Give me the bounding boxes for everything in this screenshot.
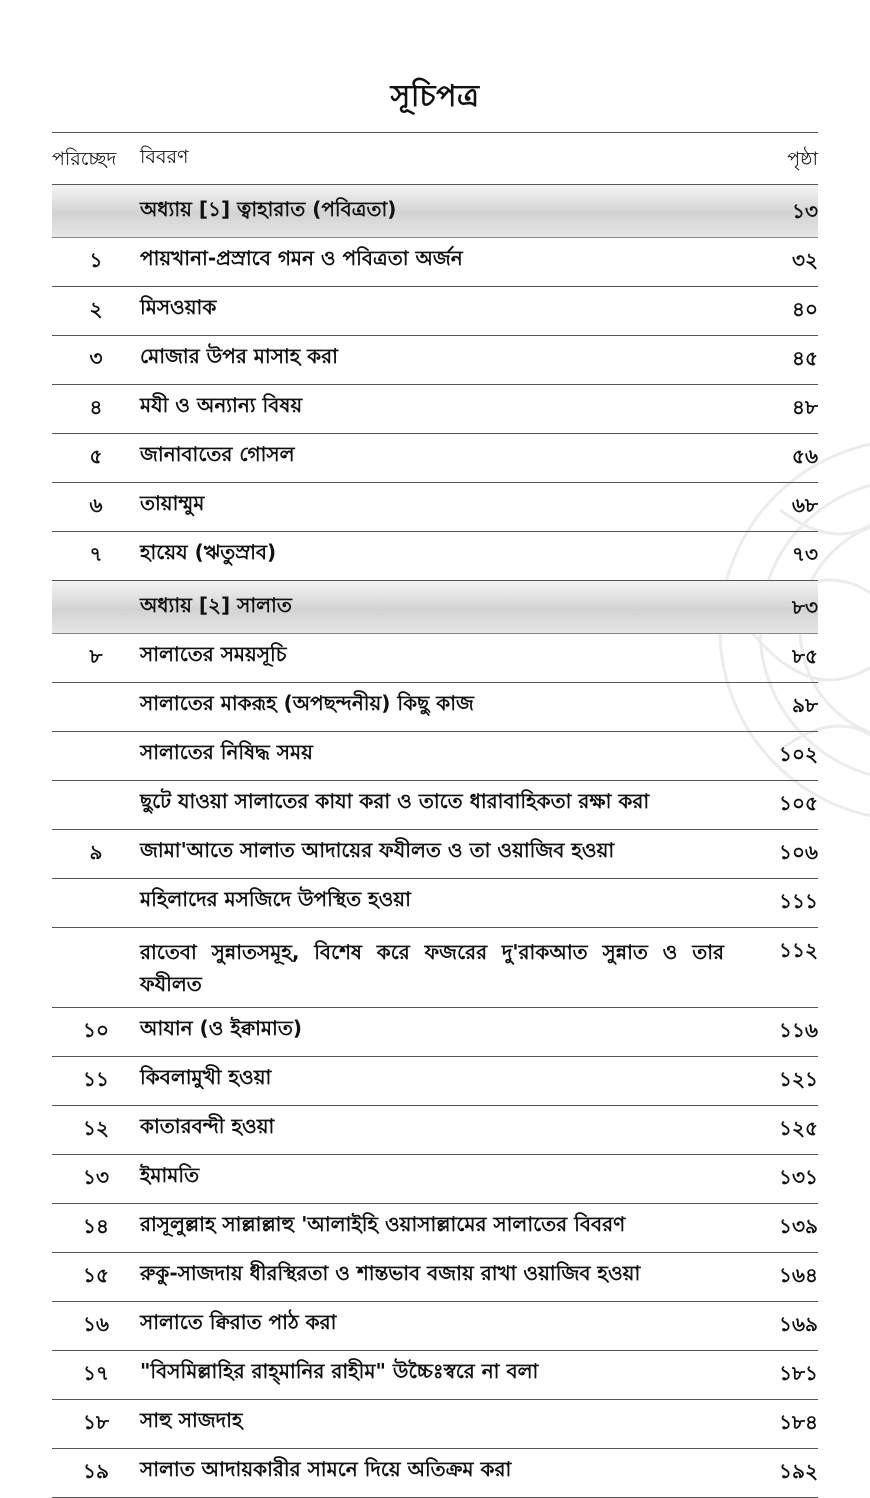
chapter-heading-row xyxy=(52,581,818,634)
toc-entry-row xyxy=(52,1204,818,1253)
entry-description: কিবলামুখী হওয়া xyxy=(140,1065,272,1089)
entry-chapter-number: ৪ xyxy=(89,395,103,419)
chapter-heading-row xyxy=(52,185,818,238)
toc-entry-row xyxy=(52,1155,818,1204)
entry-chapter-number: ৩ xyxy=(89,346,103,370)
entry-page-number: ৯৮ xyxy=(792,693,818,717)
entry-page-number: ১০৬ xyxy=(779,840,818,864)
entry-chapter-number: ১২ xyxy=(83,1116,109,1140)
entry-description: সালাতে ক্বিরাত পাঠ করা xyxy=(140,1310,337,1334)
entry-chapter-number: ১০ xyxy=(83,1018,109,1042)
entry-chapter-number: ১৬ xyxy=(83,1312,109,1336)
entry-page-number: ১২১ xyxy=(779,1067,818,1091)
entry-page-number: ৪০ xyxy=(792,297,818,321)
toc-entry-row xyxy=(52,683,818,732)
entry-chapter-number: ২ xyxy=(89,297,103,321)
toc-entry-row xyxy=(52,732,818,781)
entry-description: মহিলাদের মসজিদে উপস্থিত হওয়া xyxy=(140,887,411,911)
entry-description: ইমামতি xyxy=(140,1163,200,1187)
entry-chapter-number: ৭ xyxy=(89,542,103,566)
entry-chapter-number: ১৯ xyxy=(83,1459,109,1483)
toc-entry-row xyxy=(52,1106,818,1155)
entry-description: মযী ও অন্যান্য বিষয় xyxy=(140,393,303,417)
page-title: সূচিপত্র xyxy=(390,79,480,114)
entry-page-number: ৫৬ xyxy=(792,444,818,468)
entry-description: "বিসমিল্লাহির রাহ্‌মানির রাহীম" উচ্চৈঃস্বরে না বলা xyxy=(140,1359,539,1383)
entry-description: রুকু-সাজদায় ধীরস্থিরতা ও শান্তভাব বজায় রাখা ওয়াজিব হওয়া xyxy=(140,1261,641,1285)
entry-page-number: ৭৩ xyxy=(791,542,818,566)
entry-description: তায়াম্মুম xyxy=(140,491,205,515)
entry-chapter-number: ৮ xyxy=(89,644,103,668)
toc-entry-row xyxy=(52,385,818,434)
entry-page-number: ১৮৪ xyxy=(779,1410,818,1434)
chapter-column-header: পরিচ্ছেদ xyxy=(52,148,117,170)
entry-page-number: ১৮১ xyxy=(779,1361,818,1385)
entry-chapter-number: ৬ xyxy=(89,493,103,517)
toc-entry-row xyxy=(52,781,818,830)
entry-chapter-number: ১৩ xyxy=(83,1165,109,1189)
entry-description: সালাতের নিষিদ্ধ সময় xyxy=(140,740,313,764)
entry-description: মিসওয়াক xyxy=(140,295,217,319)
toc-entry-row xyxy=(52,1008,818,1057)
entry-description: রাতেবা সুন্নাতসমূহ, বিশেষ করে ফজরের দু'রাকআত সুন্নাত ও তার ফযীলত xyxy=(140,940,724,996)
entry-page-number: ৬৮ xyxy=(792,493,818,517)
entry-page-number: ১২৫ xyxy=(779,1116,818,1140)
entry-chapter-number: ১৭ xyxy=(83,1361,109,1385)
toc-entry-row xyxy=(52,830,818,879)
entry-chapter-number: ১৫ xyxy=(83,1263,109,1287)
entry-description: সালাত আদায়কারীর সামনে দিয়ে অতিক্রম করা xyxy=(140,1457,512,1481)
entry-description: হায়েয (ঋতুস্রাব) xyxy=(140,540,277,564)
entry-description: রাসূলুল্লাহ সাল্লাল্লাহু 'আলাইহি ওয়াসাল্লামের সালাতের বিবরণ xyxy=(140,1212,626,1236)
toc-entry-row xyxy=(52,1351,818,1400)
entry-chapter-number: ৯ xyxy=(89,840,103,864)
entry-page-number: ১০৫ xyxy=(779,791,818,815)
entry-page-number: ১১২ xyxy=(779,938,818,962)
entry-page-number: ১১৬ xyxy=(779,1018,818,1042)
entry-description: সালাতের সময়সূচি xyxy=(140,642,287,666)
entry-page-number: ১১১ xyxy=(779,889,818,913)
entry-description: সালাতের মাকরূহ (অপছন্দনীয়) কিছু কাজ xyxy=(140,691,474,715)
entry-description: সাহু সাজদাহ xyxy=(140,1408,243,1432)
entry-page-number: ১৬৯ xyxy=(779,1312,818,1336)
page-column-header: পৃষ্ঠা xyxy=(787,148,818,170)
toc-entry-row xyxy=(52,287,818,336)
toc-body xyxy=(52,185,818,1498)
entry-page-number: ১৩১ xyxy=(779,1165,818,1189)
entry-chapter-number: ১ xyxy=(89,248,103,272)
entry-chapter-number: ৫ xyxy=(89,444,103,468)
entry-description: অধ্যায় [২] সালাত xyxy=(140,593,292,617)
entry-page-number: ১৩৯ xyxy=(779,1214,818,1238)
toc-entry-row xyxy=(52,928,818,1008)
entry-chapter-number: ১১ xyxy=(83,1067,109,1091)
entry-page-number: ৪৮ xyxy=(792,395,818,419)
entry-chapter-number: ১৪ xyxy=(83,1214,109,1238)
description-column-header: বিবরণ xyxy=(140,146,189,168)
entry-description: জামা'আতে সালাত আদায়ের ফযীলত ও তা ওয়াজিব হওয়া xyxy=(140,838,615,862)
toc-entry-row xyxy=(52,1057,818,1106)
entry-page-number: ১০২ xyxy=(779,742,818,766)
entry-description: মোজার উপর মাসাহ করা xyxy=(140,344,338,368)
entry-page-number: ১৬৪ xyxy=(779,1263,818,1287)
toc-entry-row xyxy=(52,238,818,287)
entry-page-number: ১৯২ xyxy=(779,1459,818,1483)
toc-entry-row xyxy=(52,532,818,581)
entry-description: পায়খানা-প্রস্রাবে গমন ও পবিত্রতা অর্জন xyxy=(140,246,463,270)
entry-chapter-number: ১৮ xyxy=(83,1410,109,1434)
entry-description: জানাবাতের গোসল xyxy=(140,442,295,466)
entry-page-number: ৮৫ xyxy=(792,644,818,668)
entry-description: ছুটে যাওয়া সালাতের কাযা করা ও তাতে ধারাবাহিকতা রক্ষা করা xyxy=(140,789,650,813)
entry-page-number: ৩২ xyxy=(791,248,818,272)
toc-entry-row xyxy=(52,879,818,928)
toc-header-row xyxy=(52,133,818,185)
toc-entry-row xyxy=(52,634,818,683)
entry-page-number: ৪৫ xyxy=(792,346,818,370)
entry-description: আযান (ও ইক্বামাত) xyxy=(140,1016,302,1040)
entry-page-number: ১৩ xyxy=(792,199,818,223)
entry-page-number: ৮৩ xyxy=(792,595,818,619)
toc-entry-row xyxy=(52,336,818,385)
entry-description: কাতারবন্দী হওয়া xyxy=(140,1114,275,1138)
table-of-contents xyxy=(52,132,818,1498)
toc-entry-row xyxy=(52,483,818,532)
toc-entry-row xyxy=(52,1449,818,1498)
toc-entry-row xyxy=(52,1302,818,1351)
toc-entry-row xyxy=(52,434,818,483)
toc-entry-row xyxy=(52,1400,818,1449)
entry-description: অধ্যায় [১] ত্বাহারাত (পবিত্রতা) xyxy=(140,197,397,221)
